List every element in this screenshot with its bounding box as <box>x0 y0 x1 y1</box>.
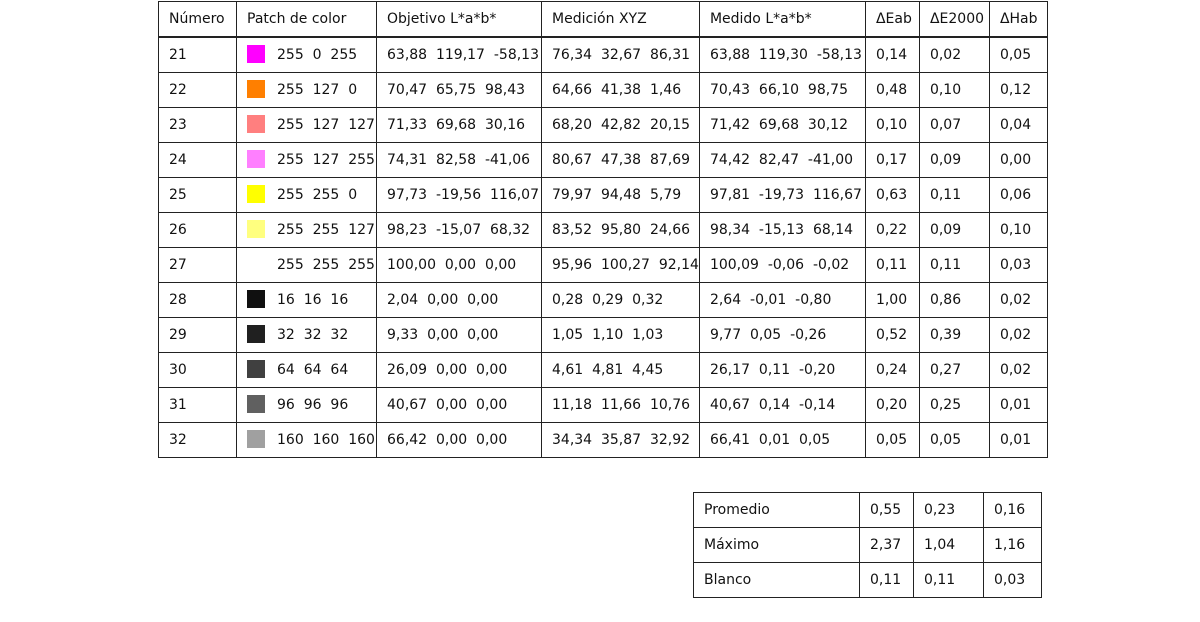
cell-delta-eab <box>865 423 919 458</box>
cell-numero-text: 32 <box>169 432 187 448</box>
cell-objetivo-lab-text: 63,88 119,17 -58,13 <box>387 47 539 63</box>
cell-numero <box>159 353 237 388</box>
cell-medicion-xyz-text: 11,18 11,66 10,76 <box>552 397 691 413</box>
cell-delta-hab <box>989 423 1047 458</box>
cell-delta-hab-text: 0,00 <box>999 152 1032 168</box>
cell-delta-e2000 <box>919 213 989 248</box>
header-delta-hab: ΔHab <box>989 2 1047 38</box>
summary-row <box>694 493 1042 528</box>
cell-numero <box>159 318 237 353</box>
table-body <box>159 37 1048 458</box>
cell-numero-text: 24 <box>169 152 187 168</box>
color-swatch <box>247 360 265 378</box>
cell-medido-lab-text: 2,64 -0,01 -0,80 <box>709 292 832 308</box>
cell-medicion-xyz <box>542 318 700 353</box>
cell-delta-e2000-text: 0,05 <box>929 432 962 448</box>
color-swatch <box>247 115 265 133</box>
header-medido-lab: Medido L*a*b* <box>699 2 865 38</box>
cell-medicion-xyz-text: 95,96 100,27 92,14 <box>552 257 699 273</box>
cell-patch-rgb-text: 160 160 160 <box>277 432 375 448</box>
cell-patch-rgb <box>237 37 377 73</box>
header-delta-e2000: ΔE2000 <box>919 2 989 38</box>
color-swatch <box>247 185 265 203</box>
table-row <box>159 283 1048 318</box>
cell-delta-hab <box>989 178 1047 213</box>
cell-numero <box>159 248 237 283</box>
cell-numero-text: 22 <box>169 82 187 98</box>
cell-objetivo-lab <box>377 353 542 388</box>
summary-delta-e2000: 0,23 <box>914 493 984 528</box>
cell-medicion-xyz-text: 83,52 95,80 24,66 <box>552 222 691 238</box>
table-row <box>159 423 1048 458</box>
cell-objetivo-lab <box>377 318 542 353</box>
cell-patch-rgb <box>237 108 377 143</box>
cell-delta-eab-text: 0,48 <box>875 82 908 98</box>
cell-delta-eab-text: 1,00 <box>875 292 908 308</box>
header-numero: Número <box>159 2 237 38</box>
table-row <box>159 37 1048 73</box>
summary-label: Promedio <box>694 493 860 528</box>
cell-delta-hab-text: 0,04 <box>999 117 1032 133</box>
cell-medido-lab-text: 71,42 69,68 30,12 <box>709 117 848 133</box>
table-row <box>159 178 1048 213</box>
cell-numero <box>159 388 237 423</box>
cell-medido-lab-text: 98,34 -15,13 68,14 <box>709 222 854 238</box>
cell-medicion-xyz <box>542 353 700 388</box>
cell-medido-lab-text: 9,77 0,05 -0,26 <box>709 327 827 343</box>
cell-patch-rgb <box>237 318 377 353</box>
cell-patch-rgb-text: 255 255 127 <box>277 222 375 238</box>
cell-patch-rgb <box>237 143 377 178</box>
cell-objetivo-lab <box>377 73 542 108</box>
cell-medicion-xyz <box>542 143 700 178</box>
cell-medido-lab-text: 70,43 66,10 98,75 <box>709 82 848 98</box>
cell-patch-rgb-text: 64 64 64 <box>277 362 349 378</box>
cell-numero-text: 25 <box>169 187 187 203</box>
cell-patch-rgb <box>237 388 377 423</box>
cell-objetivo-lab-text: 2,04 0,00 0,00 <box>387 292 499 308</box>
table-row <box>159 73 1048 108</box>
header-medicion-xyz: Medición XYZ <box>542 2 700 38</box>
cell-medicion-xyz <box>542 388 700 423</box>
cell-delta-eab <box>865 143 919 178</box>
color-swatch <box>247 255 265 273</box>
cell-medicion-xyz <box>542 73 700 108</box>
cell-delta-eab-text: 0,11 <box>875 257 908 273</box>
cell-objetivo-lab-text: 74,31 82,58 -41,06 <box>387 152 531 168</box>
cell-delta-hab-text: 0,01 <box>999 397 1032 413</box>
cell-objetivo-lab-text: 97,73 -19,56 116,07 <box>387 187 539 203</box>
cell-medido-lab-text: 40,67 0,14 -0,14 <box>709 397 836 413</box>
cell-medido-lab-text: 66,41 0,01 0,05 <box>709 432 831 448</box>
summary-row <box>694 563 1042 598</box>
cell-patch-rgb-text: 255 127 255 <box>277 152 375 168</box>
summary-table <box>693 492 1042 598</box>
cell-numero-text: 29 <box>169 327 187 343</box>
cell-patch-rgb <box>237 353 377 388</box>
cell-delta-hab <box>989 73 1047 108</box>
cell-patch-rgb-text: 32 32 32 <box>277 327 349 343</box>
header-objetivo-lab: Objetivo L*a*b* <box>377 2 542 38</box>
table-row <box>159 143 1048 178</box>
cell-medido-lab-text: 63,88 119,30 -58,13 <box>709 47 862 63</box>
cell-medicion-xyz-text: 1,05 1,10 1,03 <box>552 327 664 343</box>
cell-delta-hab-text: 0,10 <box>999 222 1032 238</box>
cell-delta-e2000 <box>919 248 989 283</box>
cell-patch-rgb <box>237 283 377 318</box>
cell-patch-rgb <box>237 73 377 108</box>
cell-delta-eab <box>865 248 919 283</box>
cell-delta-e2000 <box>919 37 989 73</box>
cell-medicion-xyz <box>542 248 700 283</box>
cell-medido-lab <box>699 423 865 458</box>
cell-medicion-xyz-text: 64,66 41,38 1,46 <box>552 82 682 98</box>
cell-numero-text: 31 <box>169 397 187 413</box>
summary-row <box>694 528 1042 563</box>
color-swatch <box>247 150 265 168</box>
summary-label: Máximo <box>694 528 860 563</box>
color-swatch <box>247 325 265 343</box>
cell-numero <box>159 73 237 108</box>
cell-medido-lab-text: 97,81 -19,73 116,67 <box>709 187 862 203</box>
cell-delta-e2000 <box>919 73 989 108</box>
cell-medicion-xyz <box>542 283 700 318</box>
cell-delta-hab <box>989 143 1047 178</box>
cell-delta-e2000-text: 0,25 <box>929 397 962 413</box>
cell-delta-e2000-text: 0,39 <box>929 327 962 343</box>
cell-delta-eab-text: 0,22 <box>875 222 908 238</box>
cell-delta-eab <box>865 283 919 318</box>
cell-medido-lab <box>699 388 865 423</box>
cell-medicion-xyz <box>542 178 700 213</box>
cell-objetivo-lab-text: 66,42 0,00 0,00 <box>387 432 508 448</box>
cell-patch-rgb-text: 255 127 127 <box>277 117 375 133</box>
cell-delta-eab <box>865 388 919 423</box>
color-swatch <box>247 80 265 98</box>
cell-delta-hab-text: 0,06 <box>999 187 1032 203</box>
cell-numero <box>159 283 237 318</box>
cell-objetivo-lab <box>377 37 542 73</box>
table-row <box>159 248 1048 283</box>
cell-delta-eab <box>865 353 919 388</box>
cell-medido-lab <box>699 178 865 213</box>
summary-delta-hab: 0,03 <box>984 563 1042 598</box>
cell-objetivo-lab-text: 70,47 65,75 98,43 <box>387 82 526 98</box>
cell-delta-eab <box>865 178 919 213</box>
color-swatch <box>247 395 265 413</box>
cell-numero-text: 26 <box>169 222 187 238</box>
summary-delta-e2000: 1,04 <box>914 528 984 563</box>
cell-medicion-xyz-text: 34,34 35,87 32,92 <box>552 432 691 448</box>
cell-delta-hab <box>989 388 1047 423</box>
cell-patch-rgb-text: 255 255 0 <box>277 187 358 203</box>
cell-delta-hab-text: 0,12 <box>999 82 1032 98</box>
cell-delta-e2000 <box>919 353 989 388</box>
cell-medicion-xyz-text: 4,61 4,81 4,45 <box>552 362 664 378</box>
cell-delta-eab <box>865 37 919 73</box>
cell-objetivo-lab-text: 9,33 0,00 0,00 <box>387 327 499 343</box>
cell-delta-hab <box>989 318 1047 353</box>
summary-delta-hab: 0,16 <box>984 493 1042 528</box>
table-row <box>159 318 1048 353</box>
header-row <box>159 2 1048 38</box>
table-row <box>159 213 1048 248</box>
cell-delta-eab-text: 0,52 <box>875 327 908 343</box>
cell-objetivo-lab <box>377 213 542 248</box>
cell-objetivo-lab <box>377 143 542 178</box>
header-patch-color: Patch de color <box>237 2 377 38</box>
cell-patch-rgb-text: 96 96 96 <box>277 397 349 413</box>
cell-delta-eab-text: 0,05 <box>875 432 908 448</box>
summary-body <box>694 493 1042 598</box>
summary-delta-eab: 2,37 <box>860 528 914 563</box>
cell-numero <box>159 37 237 73</box>
cell-delta-e2000 <box>919 108 989 143</box>
summary-label: Blanco <box>694 563 860 598</box>
cell-delta-e2000 <box>919 283 989 318</box>
cell-medicion-xyz-text: 80,67 47,38 87,69 <box>552 152 691 168</box>
cell-delta-e2000 <box>919 423 989 458</box>
color-measurement-table <box>158 1 1048 458</box>
cell-delta-hab-text: 0,02 <box>999 292 1032 308</box>
cell-delta-hab-text: 0,03 <box>999 257 1032 273</box>
cell-delta-e2000 <box>919 143 989 178</box>
table-row <box>159 388 1048 423</box>
cell-delta-hab <box>989 213 1047 248</box>
cell-delta-hab-text: 0,05 <box>999 47 1032 63</box>
cell-delta-hab <box>989 283 1047 318</box>
cell-patch-rgb <box>237 213 377 248</box>
cell-numero <box>159 178 237 213</box>
cell-delta-e2000-text: 0,09 <box>929 222 962 238</box>
cell-numero-text: 21 <box>169 47 187 63</box>
cell-medido-lab <box>699 318 865 353</box>
cell-medido-lab <box>699 213 865 248</box>
cell-medido-lab <box>699 353 865 388</box>
cell-numero-text: 27 <box>169 257 187 273</box>
cell-medido-lab <box>699 248 865 283</box>
cell-medido-lab <box>699 73 865 108</box>
cell-delta-hab <box>989 108 1047 143</box>
cell-numero <box>159 143 237 178</box>
summary-delta-e2000: 0,11 <box>914 563 984 598</box>
cell-delta-eab-text: 0,10 <box>875 117 908 133</box>
cell-medido-lab <box>699 283 865 318</box>
cell-objetivo-lab <box>377 108 542 143</box>
table-row <box>159 108 1048 143</box>
cell-delta-e2000 <box>919 318 989 353</box>
color-swatch <box>247 290 265 308</box>
cell-medicion-xyz-text: 76,34 32,67 86,31 <box>552 47 691 63</box>
summary-delta-eab: 0,11 <box>860 563 914 598</box>
cell-objetivo-lab-text: 100,00 0,00 0,00 <box>387 257 517 273</box>
summary-delta-hab: 1,16 <box>984 528 1042 563</box>
cell-delta-hab <box>989 37 1047 73</box>
cell-delta-e2000-text: 0,07 <box>929 117 962 133</box>
cell-medido-lab <box>699 143 865 178</box>
cell-numero-text: 28 <box>169 292 187 308</box>
table-header <box>159 2 1048 38</box>
cell-medicion-xyz <box>542 213 700 248</box>
cell-patch-rgb <box>237 178 377 213</box>
cell-medicion-xyz-text: 0,28 0,29 0,32 <box>552 292 664 308</box>
cell-delta-eab <box>865 108 919 143</box>
cell-patch-rgb-text: 255 0 255 <box>277 47 358 63</box>
cell-delta-hab-text: 0,02 <box>999 362 1032 378</box>
cell-delta-e2000-text: 0,10 <box>929 82 962 98</box>
cell-delta-e2000-text: 0,11 <box>929 187 962 203</box>
cell-numero <box>159 213 237 248</box>
cell-delta-hab-text: 0,01 <box>999 432 1032 448</box>
cell-medicion-xyz <box>542 37 700 73</box>
cell-delta-eab-text: 0,20 <box>875 397 908 413</box>
cell-objetivo-lab <box>377 423 542 458</box>
cell-objetivo-lab <box>377 388 542 423</box>
cell-delta-eab <box>865 318 919 353</box>
cell-delta-e2000 <box>919 178 989 213</box>
cell-medicion-xyz-text: 68,20 42,82 20,15 <box>552 117 691 133</box>
cell-numero-text: 23 <box>169 117 187 133</box>
cell-delta-e2000-text: 0,11 <box>929 257 962 273</box>
cell-delta-hab-text: 0,02 <box>999 327 1032 343</box>
cell-objetivo-lab-text: 98,23 -15,07 68,32 <box>387 222 531 238</box>
cell-delta-e2000-text: 0,27 <box>929 362 962 378</box>
cell-delta-eab-text: 0,14 <box>875 47 908 63</box>
cell-medicion-xyz <box>542 108 700 143</box>
cell-patch-rgb <box>237 248 377 283</box>
cell-medicion-xyz <box>542 423 700 458</box>
cell-delta-eab-text: 0,63 <box>875 187 908 203</box>
cell-delta-e2000-text: 0,86 <box>929 292 962 308</box>
cell-patch-rgb-text: 255 127 0 <box>277 82 358 98</box>
cell-patch-rgb-text: 255 255 255 <box>277 257 375 273</box>
cell-numero <box>159 108 237 143</box>
cell-medido-lab <box>699 37 865 73</box>
cell-medicion-xyz-text: 79,97 94,48 5,79 <box>552 187 682 203</box>
color-swatch <box>247 220 265 238</box>
cell-medido-lab-text: 74,42 82,47 -41,00 <box>709 152 854 168</box>
color-swatch <box>247 45 265 63</box>
summary-delta-eab: 0,55 <box>860 493 914 528</box>
cell-delta-eab <box>865 73 919 108</box>
cell-delta-eab <box>865 213 919 248</box>
cell-medido-lab <box>699 108 865 143</box>
color-swatch <box>247 430 265 448</box>
cell-numero-text: 30 <box>169 362 187 378</box>
cell-objetivo-lab <box>377 178 542 213</box>
cell-objetivo-lab <box>377 283 542 318</box>
cell-objetivo-lab-text: 40,67 0,00 0,00 <box>387 397 508 413</box>
table-row <box>159 353 1048 388</box>
cell-delta-e2000-text: 0,09 <box>929 152 962 168</box>
header-delta-eab: ΔEab <box>865 2 919 38</box>
cell-objetivo-lab-text: 26,09 0,00 0,00 <box>387 362 508 378</box>
cell-patch-rgb <box>237 423 377 458</box>
cell-medido-lab-text: 26,17 0,11 -0,20 <box>709 362 836 378</box>
cell-objetivo-lab-text: 71,33 69,68 30,16 <box>387 117 526 133</box>
cell-numero <box>159 423 237 458</box>
cell-delta-e2000-text: 0,02 <box>929 47 962 63</box>
cell-delta-hab <box>989 248 1047 283</box>
cell-delta-eab-text: 0,17 <box>875 152 908 168</box>
cell-delta-eab-text: 0,24 <box>875 362 908 378</box>
cell-medido-lab-text: 100,09 -0,06 -0,02 <box>709 257 850 273</box>
cell-patch-rgb-text: 16 16 16 <box>277 292 349 308</box>
cell-delta-hab <box>989 353 1047 388</box>
cell-objetivo-lab <box>377 248 542 283</box>
cell-delta-e2000 <box>919 388 989 423</box>
